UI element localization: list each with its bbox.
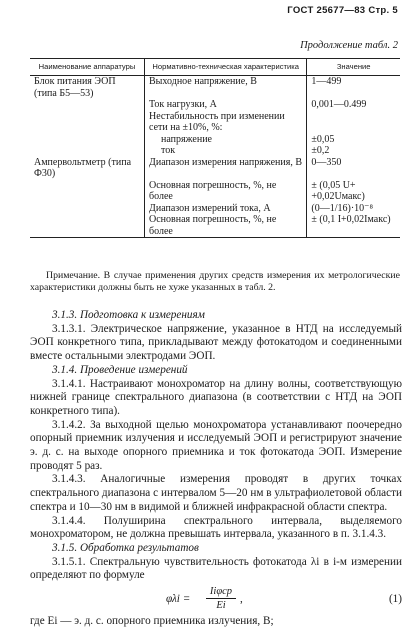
equipment-name — [30, 180, 145, 203]
table-row — [30, 180, 400, 203]
table-header-row — [30, 59, 400, 76]
paragraph: 3.1.4.2. За выходной щелью монохроматора устанавливают поочередно опорный приемник излучения и исследуемый ЭОП и регистрируют значение э. д. с. на выходе опорного приемника и ток фотокатода ЭОП. Измерение проводят 5 раз. — [30, 418, 402, 472]
paragraph: где Ei — э. д. с. опорного приемника излучения, В; — [30, 615, 274, 628]
table-continuation-label: Продолжение табл. 2 — [300, 40, 398, 51]
characteristic: напряжение — [161, 133, 212, 145]
page-header: ГОСТ 25677—83 Стр. 5 — [287, 5, 398, 16]
formula-numerator: Iiφср — [206, 585, 236, 599]
formula-fraction — [206, 585, 236, 612]
equipment-name — [30, 134, 145, 146]
equipment-name — [30, 99, 145, 111]
formula-1 — [30, 585, 402, 613]
formula-number: (1) — [388, 593, 402, 606]
paragraph: 3.1.4.1. Настраивают монохроматор на длину волны, соответствующую нижней границе спектрального диапазона (в соответствии с НТД на ЭОП конкретного типа). — [30, 377, 402, 417]
table-note: Примечание. В случае применения других средств измерения их метрологические характеристики должны быть не хуже указанных в табл. 2. — [30, 270, 400, 293]
characteristic: Выходное напряжение, В — [145, 76, 307, 100]
paragraph: 3.1.5.1. Спектральную чувствительность фотокатода λi в i-м измерении определяют по формуле — [30, 555, 402, 582]
table-row — [30, 111, 400, 134]
section-heading: 3.1.5. Обработка результатов — [52, 541, 199, 554]
value: ± (0,05 U+ +0,02Uмакс) — [307, 180, 400, 203]
characteristic: ток — [161, 145, 176, 156]
table-row — [30, 145, 400, 157]
value — [307, 111, 400, 134]
equipment-name: Ампервольтметр (типа Ф30) — [34, 156, 132, 179]
table-row — [30, 157, 400, 180]
paragraph: 3.1.4.4. Полуширина спектрального интервала, выделяемого монохроматором, не должна превышать интервала, указанного в п. 3.1.4.3. — [30, 514, 402, 541]
equipment-name — [30, 145, 145, 157]
paragraph: 3.1.4.3. Аналогичные измерения проводят в других точках спектрального диапазона с интервалом 5—20 нм в ультрафиолетовой области спектра и 10—30 нм в видимой и ближней инфракрасной области спектра. — [30, 473, 402, 513]
table-row — [30, 76, 400, 100]
characteristic: Нестабильность при изменении сети на ±10%, %: — [145, 111, 307, 134]
equipment-name — [30, 214, 145, 238]
column-header-value: Значение — [307, 59, 400, 76]
value: ±0,05 — [307, 134, 400, 146]
section-heading: 3.1.4. Проведение измерений — [52, 363, 188, 376]
characteristic: Основная погрешность, %, не более — [145, 180, 307, 203]
column-header-characteristic: Нормативно-техническая характеристика — [145, 59, 307, 76]
column-header-equipment: Наименование аппаратуры — [30, 59, 145, 76]
equipment-name — [30, 111, 145, 134]
table-row — [30, 134, 400, 146]
section-heading: 3.1.3. Подготовка к измерениям — [52, 309, 205, 321]
equipment-name: Блок питания ЭОП (типа Б5—53) — [34, 76, 116, 99]
body-text — [30, 309, 402, 629]
characteristic: Ток нагрузки, А — [145, 99, 307, 111]
paragraph: 3.1.3.1. Электрическое напряжение, указанное в НТД на исследуемый ЭОП конкретного типа, прикладывают между фотокатодом и соединенными вместе остальными электродами ЭОП. — [30, 322, 402, 363]
table-row — [30, 99, 400, 111]
characteristic: Основная погрешность, %, не более — [145, 214, 307, 238]
value: ±0,2 — [307, 145, 400, 157]
value: 0,001—0.499 — [307, 99, 400, 111]
table-row — [30, 214, 400, 238]
table-row — [30, 203, 400, 215]
equipment-name — [30, 203, 145, 215]
formula-comma: , — [240, 593, 243, 606]
characteristic: Диапазон измерений тока, А — [145, 203, 307, 215]
formula-lhs: φλi = — [166, 593, 191, 606]
value: ± (0,1 I+0,02Iмакс) — [307, 214, 400, 238]
characteristic: Диапазон измерения напряжения, В — [145, 157, 307, 180]
equipment-table — [30, 58, 400, 238]
formula-denominator: Ei — [216, 600, 226, 612]
value: 1—499 — [307, 76, 400, 100]
value: 0—350 — [307, 157, 400, 180]
value: (0—1/16)·10⁻⁸ — [307, 203, 400, 215]
